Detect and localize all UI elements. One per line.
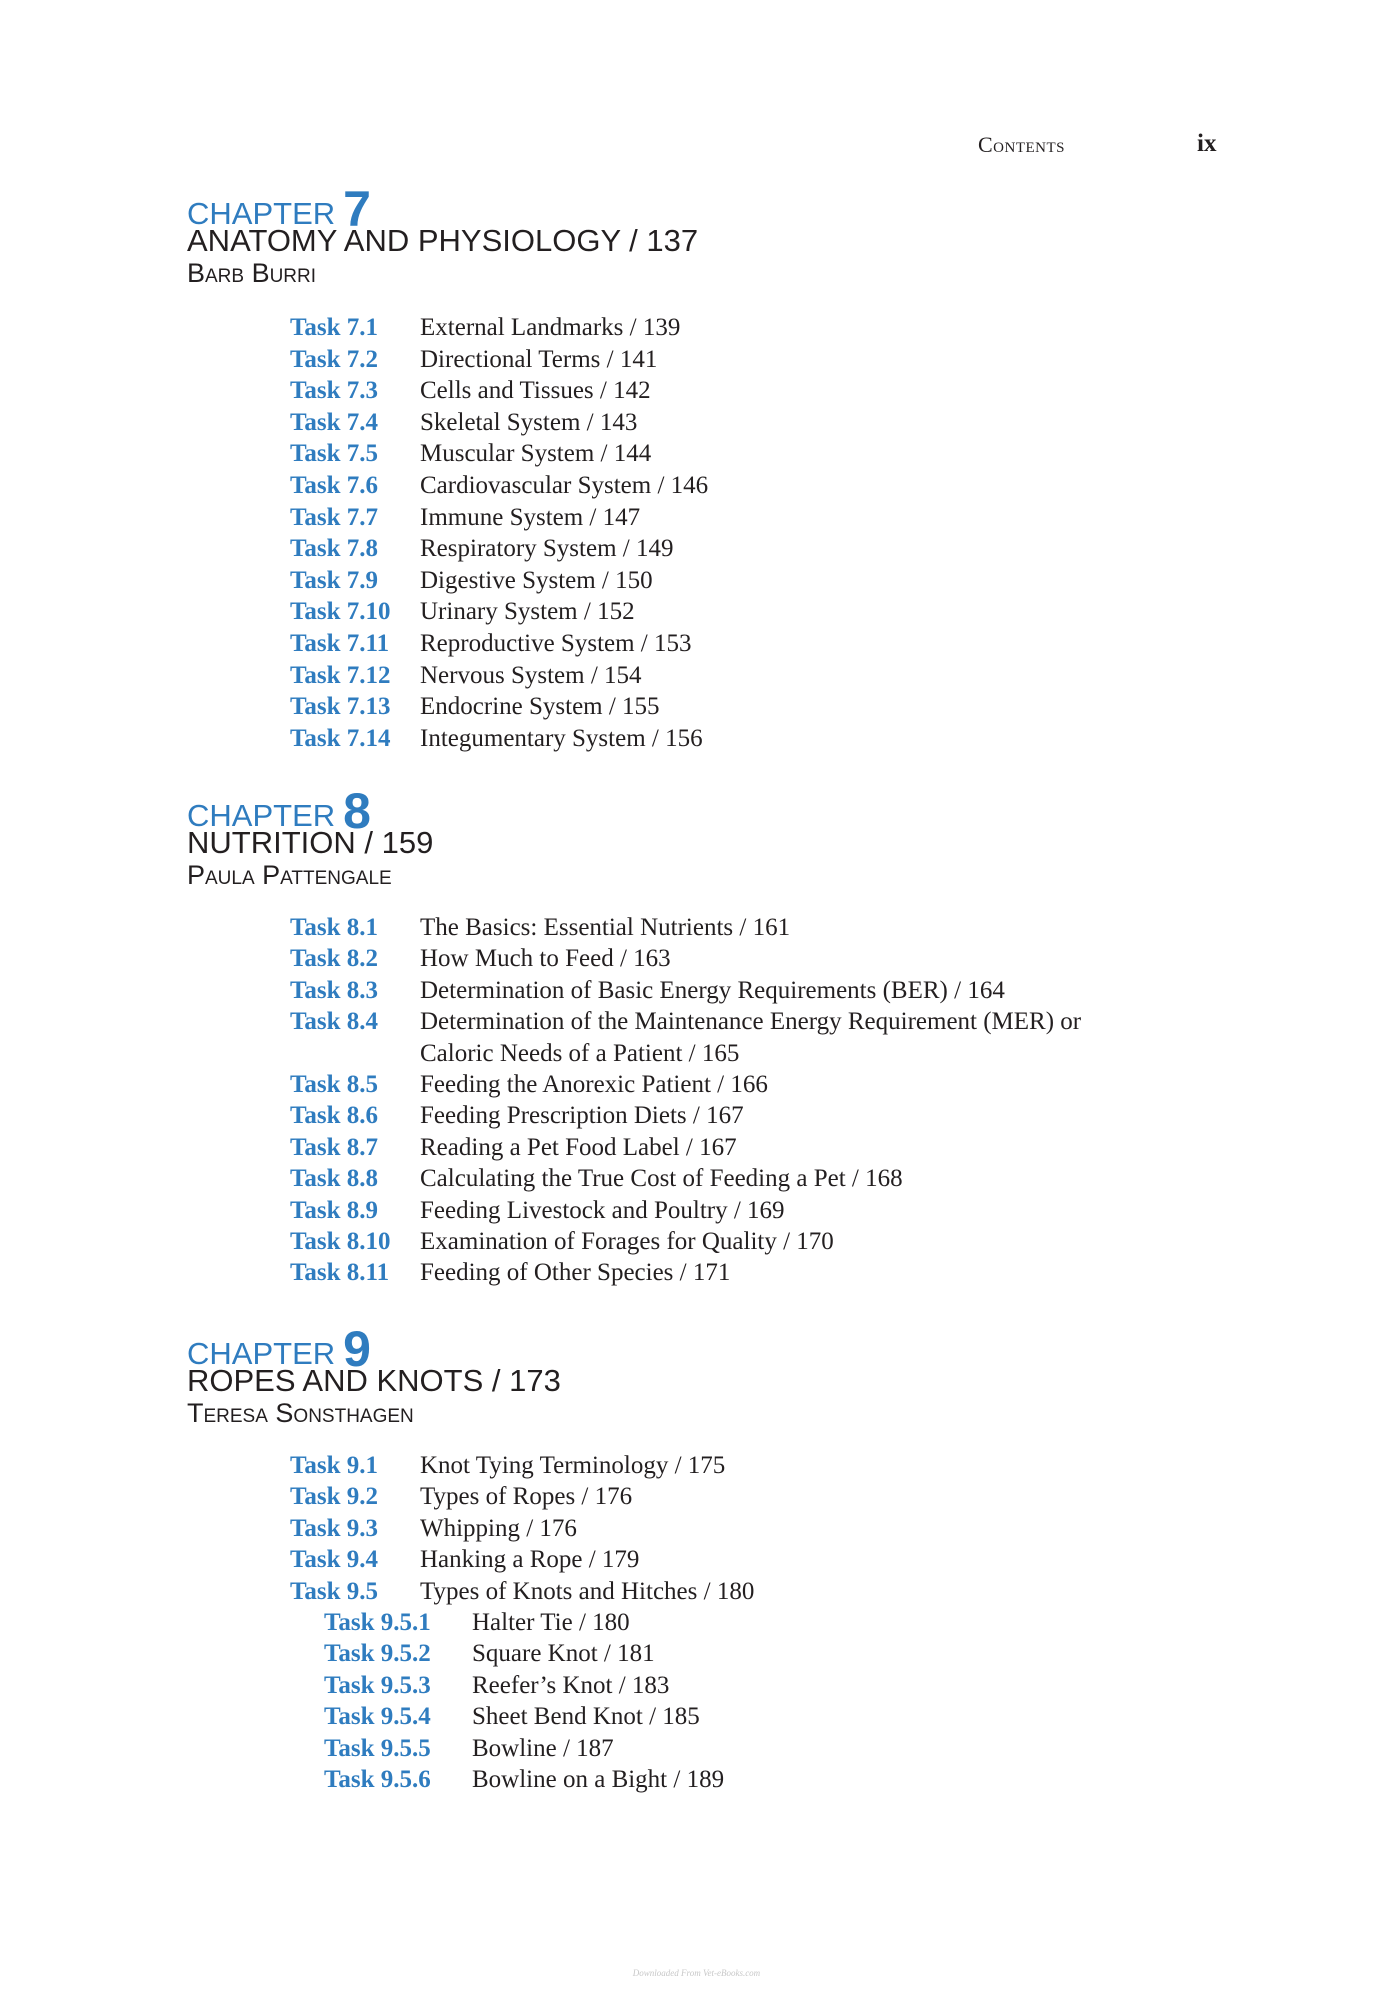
task-number: Task 7.13 [290, 693, 391, 721]
page-number: ix [1197, 130, 1217, 157]
chapter-number: 7 [343, 181, 371, 237]
chapter-number: 8 [343, 783, 371, 839]
task-number: Task 7.14 [290, 724, 391, 752]
task-number: Task 9.1 [290, 1452, 379, 1479]
task-number: Task 9.5.6 [324, 1766, 431, 1793]
task-title: Calculating the True Cost of Feeding a Pet / 168 [420, 1165, 903, 1193]
task-title: Square Knot / 181 [472, 1640, 655, 1668]
chapter-8-heading [187, 783, 434, 890]
chapter-label: CHAPTER 9 [187, 1321, 371, 1377]
task-title: Determination of Basic Energy Requirements (BER) / 164 [420, 976, 1005, 1004]
task-title: Hanking a Rope / 179 [420, 1546, 640, 1574]
task-number: Task 9.5.4 [324, 1703, 431, 1731]
task-number: Task 7.8 [290, 535, 379, 563]
task-title: Knot Tying Terminology / 175 [420, 1452, 726, 1479]
task-number: Task 9.5 [290, 1577, 379, 1605]
task-title: Sheet Bend Knot / 185 [472, 1703, 700, 1731]
task-title: Types of Ropes / 176 [420, 1483, 633, 1511]
chapter-label: CHAPTER 7 [187, 181, 371, 237]
task-number: Task 8.1 [290, 914, 379, 941]
task-number: Task 9.5.3 [324, 1671, 431, 1699]
chapter-author: Barb Burri [187, 258, 317, 288]
task-number: Task 8.3 [290, 976, 379, 1004]
chapter-author: Teresa Sonsthagen [187, 1398, 414, 1428]
task-title: Examination of Forages for Quality / 170 [420, 1228, 834, 1255]
task-title: Skeletal System / 143 [420, 408, 638, 436]
task-number: Task 7.5 [290, 440, 379, 468]
task-number: Task 7.2 [290, 345, 379, 373]
task-number: Task 7.6 [290, 472, 379, 499]
task-title: Bowline on a Bight / 189 [472, 1766, 725, 1793]
task-title: Muscular System / 144 [420, 440, 652, 468]
task-number: Task 9.4 [290, 1546, 379, 1574]
running-head: Contents [978, 132, 1066, 157]
task-number: Task 9.3 [290, 1514, 379, 1542]
task-number: Task 9.5.2 [324, 1640, 431, 1668]
task-title: Endocrine System / 155 [420, 693, 660, 721]
chapter-title: ANATOMY AND PHYSIOLOGY / 137 [187, 223, 699, 258]
task-number: Task 9.5.1 [324, 1609, 431, 1636]
download-watermark: Downloaded From Vet-eBooks.com [632, 1968, 761, 1978]
task-title: How Much to Feed / 163 [420, 945, 671, 973]
task-number: Task 8.4 [290, 1008, 379, 1036]
chapter-number: 9 [343, 1321, 371, 1377]
task-title: Respiratory System / 149 [420, 535, 674, 563]
task-title: The Basics: Essential Nutrients / 161 [420, 914, 791, 941]
task-number: Task 7.4 [290, 408, 379, 436]
task-title: Nervous System / 154 [420, 661, 642, 689]
task-number: Task 7.10 [290, 598, 391, 626]
task-title: Digestive System / 150 [420, 566, 653, 594]
chapter-author: Paula Pattengale [187, 860, 392, 890]
chapter-title: ROPES AND KNOTS / 173 [187, 1363, 561, 1398]
task-title: Feeding Prescription Diets / 167 [420, 1102, 744, 1130]
task-number: Task 8.8 [290, 1165, 379, 1193]
task-number: Task 8.9 [290, 1196, 379, 1224]
task-title: Types of Knots and Hitches / 180 [420, 1577, 755, 1605]
task-title: Feeding of Other Species / 171 [420, 1259, 731, 1287]
task-title: External Landmarks / 139 [420, 314, 681, 341]
chapter-label: CHAPTER 8 [187, 783, 371, 839]
task-title: Bowline / 187 [472, 1734, 614, 1762]
chapter-9-heading [187, 1321, 561, 1428]
task-number: Task 8.7 [290, 1133, 379, 1161]
chapter-title: NUTRITION / 159 [187, 825, 434, 860]
task-number: Task 8.10 [290, 1228, 391, 1255]
task-number: Task 7.11 [290, 630, 390, 657]
task-title: Reproductive System / 153 [420, 630, 692, 657]
task-title: Urinary System / 152 [420, 598, 635, 626]
task-number: Task 9.2 [290, 1483, 379, 1511]
task-title: Cells and Tissues / 142 [420, 377, 651, 405]
task-number: Task 8.11 [290, 1259, 390, 1287]
task-title: Feeding the Anorexic Patient / 166 [420, 1071, 768, 1098]
task-title: Feeding Livestock and Poultry / 169 [420, 1196, 785, 1224]
task-number: Task 8.2 [290, 945, 379, 973]
task-number: Task 9.5.5 [324, 1734, 431, 1762]
task-title: Integumentary System / 156 [420, 724, 703, 752]
task-number: Task 7.9 [290, 566, 379, 594]
task-title: Whipping / 176 [420, 1514, 577, 1542]
task-title: Immune System / 147 [420, 503, 641, 531]
task-number: Task 7.12 [290, 661, 391, 689]
task-title: Determination of the Maintenance Energy Requirement (MER) or [420, 1008, 1082, 1036]
task-title: Directional Terms / 141 [420, 345, 658, 373]
task-title: Caloric Needs of a Patient / 165 [420, 1039, 740, 1067]
task-title: Reading a Pet Food Label / 167 [420, 1133, 737, 1161]
task-title: Reefer’s Knot / 183 [472, 1671, 670, 1699]
task-number: Task 7.1 [290, 314, 379, 341]
task-number: Task 8.5 [290, 1071, 379, 1098]
task-number: Task 8.6 [290, 1102, 379, 1130]
chapter-7-heading [187, 181, 699, 288]
task-number: Task 7.7 [290, 503, 379, 531]
task-title: Halter Tie / 180 [472, 1609, 630, 1636]
task-title: Cardiovascular System / 146 [420, 472, 709, 499]
task-number: Task 7.3 [290, 377, 379, 405]
